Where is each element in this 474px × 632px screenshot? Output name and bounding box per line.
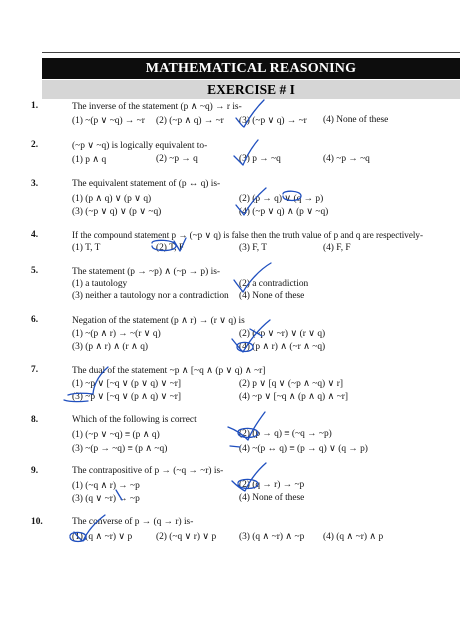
question-text: The statement (p → ~p) ∧ (~p → p) is- [72, 267, 220, 277]
option-2: (2) ~p → q [156, 154, 198, 164]
question-text: If the compound statement p → (~p ∨ q) is false then the truth value of p and q are respectively- [72, 230, 423, 240]
top-rule [42, 52, 460, 53]
question-number: 4. [31, 230, 39, 240]
option-2: (2) a contradiction [239, 279, 309, 289]
question-text: Negation of the statement (p ∧ r) → (r ∨ q) is [72, 316, 245, 326]
question-number: 10. [31, 517, 43, 527]
question-text: The dual of the statement ~p ∧ [~q ∧ (p ∨ q) ∧ ~r] [72, 366, 266, 376]
question-number: 7. [31, 365, 39, 375]
option-4: (4) (~p ∨ q) ∧ (p ∨ ~q) [239, 207, 329, 217]
option-3: (3) (p ∧ r) ∧ (r ∧ q) [72, 342, 149, 352]
exercise-heading: EXERCISE # I [42, 80, 460, 99]
question-text: The inverse of the statement (p ∧ ~q) → r is- [72, 102, 242, 112]
question-number: 3. [31, 179, 39, 189]
question-text: The contrapositive of p → (~q → ~r) is- [72, 466, 224, 476]
option-2: (2) (~q ∨ r) ∨ p [156, 532, 217, 542]
option-4: (4) ~(p ↔ q) ≡ (p → q) ∨ (q → p) [239, 444, 368, 454]
option-2: (2) (p → q) ≡ (~q → ~p) [239, 429, 332, 439]
option-3: (3) (q ∨ ~r) → ~p [72, 494, 140, 504]
option-4: (4) F, F [323, 243, 351, 253]
question-number: 8. [31, 415, 39, 425]
option-1: (1) T, T [72, 243, 101, 253]
option-3: (3) (~p ∨ q) ∨ (p ∨ ~q) [72, 207, 162, 217]
option-1: (1) ~(p ∨ ~q) → ~r [72, 116, 145, 126]
option-1: (1) (~q ∧ r) → ~p [72, 481, 140, 491]
option-1: (1) (~p ∨ ~q) ≡ (p ∧ q) [72, 430, 160, 440]
question-number: 2. [31, 140, 39, 150]
option-4: (4) (q ∧ ~r) ∧ p [323, 532, 384, 542]
option-4: (4) None of these [323, 115, 389, 125]
question-number: 6. [31, 315, 39, 325]
option-4: (4) None of these [239, 291, 305, 301]
page-title: MATHEMATICAL REASONING [42, 58, 460, 79]
option-2: (2) (~p ∧ q) → ~r [156, 116, 224, 126]
option-3: (3) p → ~q [239, 154, 281, 164]
option-2: (2) p ∨ [q ∨ (~p ∧ ~q) ∨ r] [239, 379, 343, 389]
question-text: The equivalent statement of (p ↔ q) is- [72, 179, 221, 189]
option-1: (1) a tautology [72, 279, 128, 289]
option-2: (2) T, F [156, 243, 185, 253]
option-4: (4) None of these [239, 493, 305, 503]
option-4: (4) ~p → ~q [323, 154, 370, 164]
question-number: 9. [31, 466, 39, 476]
option-3: (3) (q ∧ ~r) ∧ ~p [239, 532, 305, 542]
option-4: (4) ~p ∨ [~q ∧ (p ∧ q) ∧ ~r] [239, 392, 349, 402]
option-3: (3) F, T [239, 243, 267, 253]
option-1: (1) (p ∧ q) ∨ (p ∨ q) [72, 194, 152, 204]
option-1: (1) ~p ∨ [~q ∨ (p ∨ q) ∨ ~r] [72, 379, 182, 389]
option-2: (2) (p → q) ∨ (q → p) [239, 194, 324, 204]
option-3: (3) neither a tautology nor a contradiction [72, 291, 229, 301]
option-1: (1) p ∧ q [72, 155, 107, 165]
option-4: (4) (p ∧ r) ∧ (~r ∧ ~q) [239, 342, 326, 352]
question-number: 1. [31, 101, 39, 111]
question-text: (~p ∨ ~q) is logically equivalent to- [72, 141, 208, 151]
option-1: (1) ~(p ∧ r) → ~(r ∨ q) [72, 329, 161, 339]
question-text: The converse of p → (q → r) is- [72, 517, 194, 527]
question-text: Which of the following is correct [72, 415, 197, 425]
option-2: (2) (~p ∨ ~r) ∨ (r ∨ q) [239, 329, 326, 339]
option-3: (3) ~(p → ~q) ≡ (p ∧ ~q) [72, 444, 168, 454]
option-3: (3) (~p ∨ q) → ~r [239, 116, 307, 126]
option-1: (1) (q ∧ ~r) ∨ p [72, 532, 133, 542]
option-2: (2) (q → r) → ~p [239, 480, 305, 490]
question-number: 5. [31, 266, 39, 276]
option-3: (3) ~p ∨ [~q ∨ (p ∧ q) ∨ ~r] [72, 392, 182, 402]
